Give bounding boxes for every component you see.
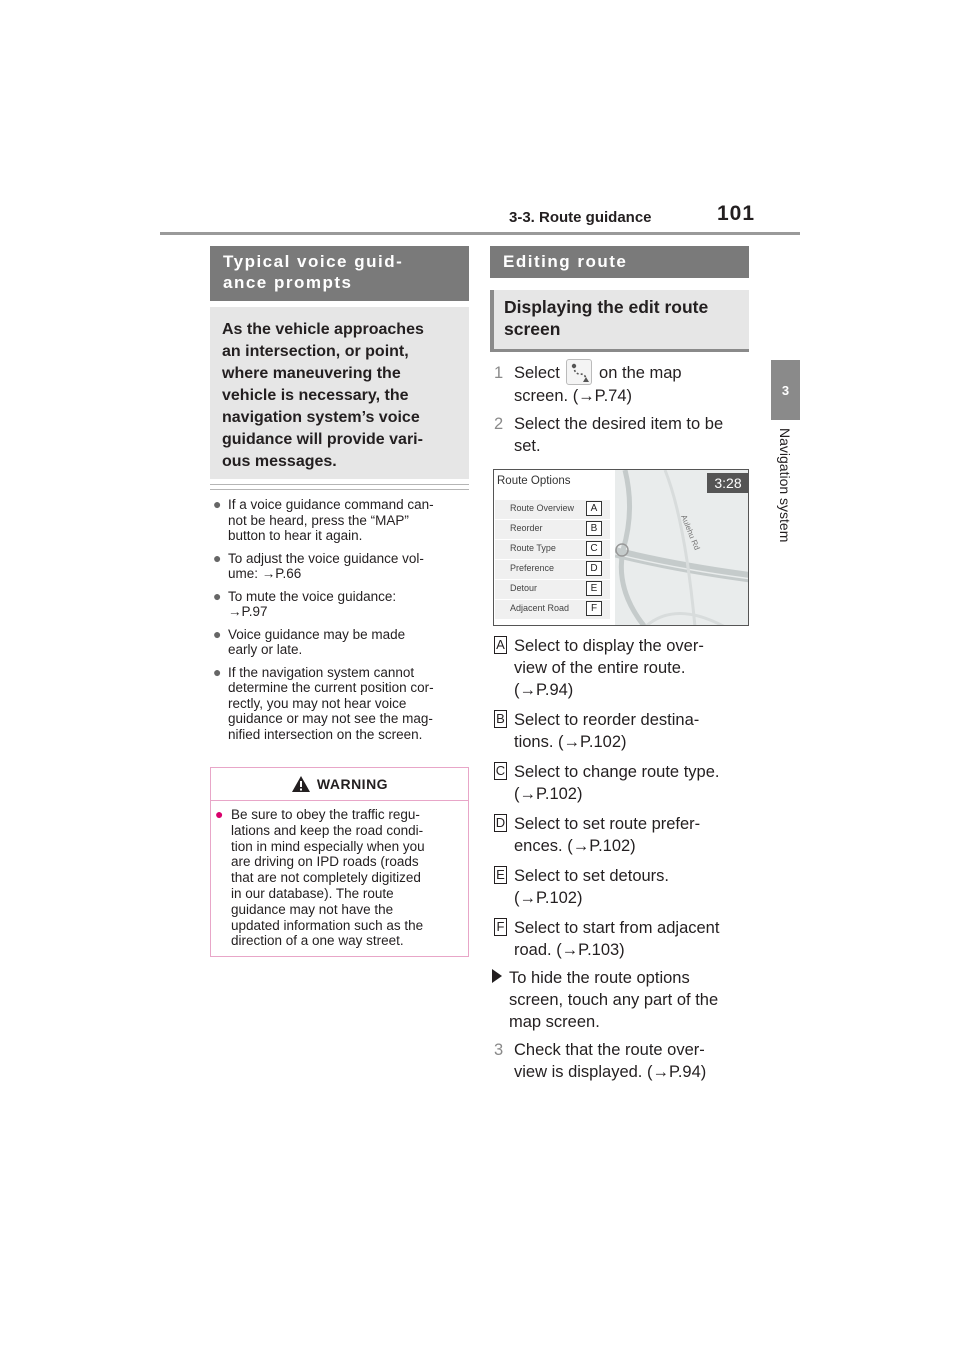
edit-screen-subheading xyxy=(490,290,749,352)
bullet-icon: ● xyxy=(213,663,222,680)
map-roads xyxy=(615,470,749,626)
callout-d xyxy=(494,813,700,857)
callout-line: Select to reorder destina- xyxy=(514,711,700,729)
bullet-line: button to hear it again. xyxy=(228,528,363,543)
chapter-number: 3 xyxy=(781,382,790,398)
warning-line: lations and keep the road condi- xyxy=(231,822,424,838)
step-number: 2 xyxy=(494,415,504,433)
bullet-line: Voice guidance may be made xyxy=(228,626,406,642)
step-text xyxy=(494,1039,706,1083)
divider xyxy=(210,484,469,485)
callout-text xyxy=(494,709,699,753)
callout-text xyxy=(494,917,719,961)
step-text-part: Select the desired item to be xyxy=(514,415,724,433)
callout-line: Select to start from adjacent xyxy=(514,919,720,937)
option-letter: E xyxy=(586,581,602,596)
warning-body xyxy=(211,801,468,949)
option-letter: F xyxy=(586,601,602,616)
bullet-line: early or late. xyxy=(228,642,303,657)
section-title: 3-3. Route guidance xyxy=(509,209,652,226)
callout-line: view of the entire route. xyxy=(514,659,686,677)
callout-line: ences. (→P.102) xyxy=(514,837,636,855)
warning-line: are driving on IPD roads (roads xyxy=(231,854,419,870)
bullet-list xyxy=(210,497,472,749)
option-adjacent-road[interactable] xyxy=(495,600,610,619)
subheading-line: screen xyxy=(504,319,561,339)
option-label: Preference xyxy=(510,563,555,573)
callout-line: (→P.102) xyxy=(514,785,583,803)
bullet-line: To adjust the voice guidance vol- xyxy=(228,550,424,566)
bullet-icon: ● xyxy=(213,496,222,512)
chapter-label: Navigation system xyxy=(777,428,793,543)
clock-display: 3:28 xyxy=(707,473,749,493)
option-letter: B xyxy=(586,521,602,536)
intro-box xyxy=(210,307,469,479)
warning-line: tion in mind especially when you xyxy=(231,838,425,854)
option-route-type[interactable] xyxy=(495,540,610,559)
intro-line: navigation system’s voice xyxy=(222,409,420,426)
bullet-icon: ● xyxy=(213,549,222,566)
bullet-line: rectly, you may not hear voice xyxy=(228,695,407,711)
chapter-label-wrap xyxy=(760,428,810,598)
option-label: Route Overview xyxy=(510,503,575,513)
option-detour[interactable] xyxy=(495,580,610,599)
warning-line: direction of a one way street. xyxy=(231,933,404,949)
step-text-part: Select xyxy=(514,364,560,382)
callout-line: (→P.102) xyxy=(514,889,583,907)
warning-line: updated information such as the xyxy=(231,917,424,933)
callout-b xyxy=(494,709,699,753)
bullet-line: nified intersection on the screen. xyxy=(228,726,423,742)
warning-line: that are not completely digitized xyxy=(231,870,421,886)
divider xyxy=(210,489,469,490)
callout-c xyxy=(494,761,719,805)
callout-line: tions. (→P.102) xyxy=(514,733,627,751)
step-number: 1 xyxy=(494,364,504,382)
warning-title: WARNING xyxy=(316,776,389,792)
option-label: Route Type xyxy=(510,543,556,553)
note-line: To hide the route options xyxy=(509,969,690,987)
warning-line: Be sure to obey the traffic regu- xyxy=(231,807,420,822)
list-item xyxy=(210,551,472,582)
option-reorder[interactable] xyxy=(495,520,610,539)
callout-line: (→P.94) xyxy=(514,681,574,699)
callout-a xyxy=(494,635,704,701)
step-text-part: set. xyxy=(514,437,541,455)
bullet-icon: ● xyxy=(213,625,222,642)
hide-options-note xyxy=(492,967,752,1033)
intro-line: where maneuvering the xyxy=(222,365,401,382)
panel-title: Route Options xyxy=(497,475,571,487)
bullet-line: If a voice guidance command can- xyxy=(228,497,434,512)
callout-letter: A xyxy=(494,636,507,654)
bullet-line: determine the current position cor- xyxy=(228,680,434,695)
option-route-overview[interactable] xyxy=(495,500,610,519)
intro-line: guidance will provide vari- xyxy=(222,431,423,448)
bullet-line: guidance or may not see the mag- xyxy=(228,711,433,726)
subheading-line: Displaying the edit route xyxy=(504,297,709,317)
callout-line: Select to set detours. xyxy=(514,867,670,885)
list-item xyxy=(210,665,472,743)
step-3 xyxy=(494,1039,706,1083)
bullet-line: ume: →P.66 xyxy=(228,566,302,581)
step-text xyxy=(494,413,723,457)
intro-line: As the vehicle approaches xyxy=(222,321,424,338)
route-options-screenshot xyxy=(493,469,749,626)
callout-e xyxy=(494,865,669,909)
callout-text xyxy=(494,635,704,701)
note-line: screen, touch any part of the xyxy=(509,991,719,1009)
callout-line: Select to set route prefer- xyxy=(514,815,701,833)
step-2 xyxy=(494,413,723,457)
intro-line: ous messages. xyxy=(222,453,337,470)
intro-line: vehicle is necessary, the xyxy=(222,387,409,404)
bullet-line: If the navigation system cannot xyxy=(228,664,415,680)
callout-text xyxy=(494,761,719,805)
callout-letter: F xyxy=(494,918,507,936)
step-text-part: view is displayed. (→P.94) xyxy=(514,1063,707,1081)
map-area[interactable] xyxy=(615,470,749,626)
note-text xyxy=(492,967,752,1033)
callout-text xyxy=(494,865,669,909)
warning-line: in our database). The route xyxy=(231,885,394,901)
list-item xyxy=(210,627,472,658)
option-label: Detour xyxy=(510,583,538,593)
step-text-part: screen. (→P.74) xyxy=(514,386,632,405)
voice-prompts-banner xyxy=(210,246,469,301)
step-number: 3 xyxy=(494,1041,504,1059)
callout-line: road. (→P.103) xyxy=(514,941,625,959)
triangle-bullet-icon xyxy=(492,969,502,983)
banner-line: ance prompts xyxy=(223,273,353,292)
bullet-line: not be heard, press the “MAP” xyxy=(228,512,409,528)
note-line: map screen. xyxy=(509,1013,600,1031)
callout-letter: D xyxy=(495,815,506,830)
callout-f xyxy=(494,917,719,961)
header-rule xyxy=(160,232,800,235)
warning-icon xyxy=(291,775,311,793)
option-letter: D xyxy=(586,561,602,576)
step-text-part: Check that the route over- xyxy=(514,1041,705,1059)
intro-line: an intersection, or point, xyxy=(222,343,409,360)
option-label: Reorder xyxy=(510,523,543,533)
banner-line: Typical voice guid- xyxy=(223,252,404,271)
callout-letter: C xyxy=(495,763,506,778)
chapter-tab xyxy=(771,360,800,420)
option-letter: C xyxy=(586,541,602,556)
step-1 xyxy=(494,362,682,407)
option-label: Adjacent Road xyxy=(510,603,570,613)
warning-header xyxy=(211,768,468,800)
callout-letter: B xyxy=(494,710,507,728)
bullet-icon: ● xyxy=(215,806,224,822)
option-preference[interactable] xyxy=(495,560,610,579)
warning-line: guidance may not have the xyxy=(231,901,394,917)
callout-letter: E xyxy=(494,866,507,884)
editing-route-banner: Editing route xyxy=(490,246,749,278)
page-number: 101 xyxy=(717,202,756,225)
warning-box xyxy=(210,767,469,957)
callout-line: Select to display the over- xyxy=(514,637,704,655)
route-icon xyxy=(566,359,592,385)
bullet-icon: ● xyxy=(213,587,222,604)
route-options-panel xyxy=(494,470,615,626)
bullet-line: →P.97 xyxy=(228,604,268,619)
callout-text xyxy=(494,813,700,857)
callout-line: Select to change route type. xyxy=(514,763,720,781)
road-label: Aulehu Rd xyxy=(679,513,702,552)
step-text xyxy=(494,362,682,407)
option-letter: A xyxy=(586,501,602,516)
bullet-line: To mute the voice guidance: xyxy=(228,588,397,604)
list-item xyxy=(210,497,472,544)
step-text-part: on the map xyxy=(599,364,682,382)
list-item xyxy=(210,589,472,620)
